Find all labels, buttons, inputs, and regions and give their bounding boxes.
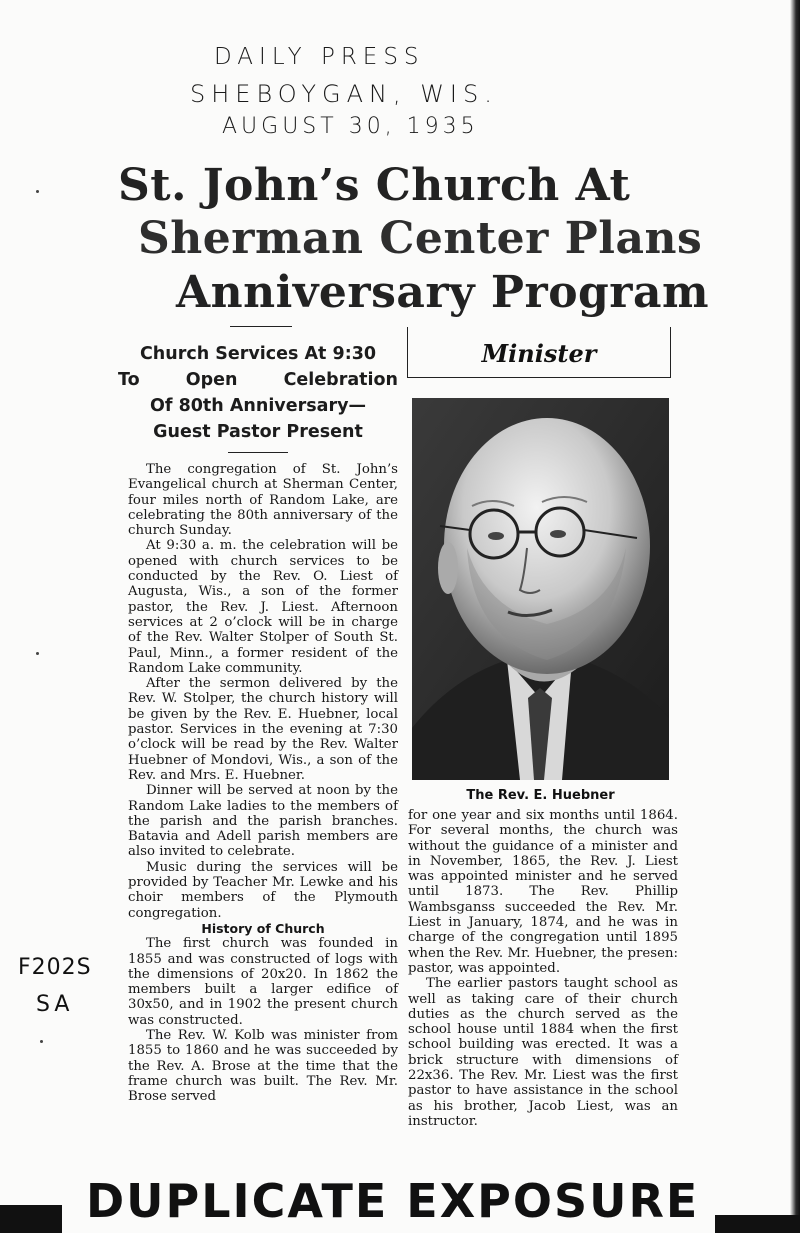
duplicate-exposure-stamp: DUPLICATE EXPOSURE	[86, 1174, 700, 1228]
scan-edge-shadow	[790, 0, 800, 1233]
subhead-word: Celebration	[283, 370, 398, 390]
portrait-image	[412, 398, 669, 780]
subheadline	[118, 341, 398, 445]
article-paragraph: The congregation of St. John’s Evangelical church at Sherman Center, four miles north of Random Lake, are celebrating the 80th anniversary of the church Sunday.	[128, 462, 398, 539]
article-paragraph: Music during the services will be provided by Teacher Mr. Lewke and his choir members of the Plymouth congregation.	[128, 859, 398, 921]
photo-label-box	[407, 327, 671, 378]
scan-speck	[36, 190, 39, 193]
scan-corner-mark	[715, 1215, 800, 1233]
article-paragraph: At 9:30 a. m. the celebration will be opened with church services to be conducted by the Rev. O. Liest of Augusta, Wis., a son of the former pastor, the Rev. J. Liest. Afternoon services at 2 o’clock will be in charge of the Rev. Walter Stolper of South St. Paul, Minn., a former resident of the Random Lake community.	[128, 538, 398, 676]
subhead-word: To	[118, 370, 140, 390]
margin-note-line-1: F202S	[18, 955, 92, 980]
photo-label: Minister	[481, 339, 597, 368]
article-column-right	[408, 808, 678, 1129]
article-paragraph: Dinner will be served at noon by the Random Lake ladies to the members of the parish and the parish branches. Batavia and Adell parish members are also invited to celebrate.	[128, 783, 398, 860]
subhead-line-2	[118, 367, 398, 393]
subhead-line-1: Church Services At 9:30	[139, 344, 377, 364]
photo-caption: The Rev. E. Huebner	[466, 788, 615, 803]
handwritten-date: AUGUST 30, 1935	[222, 114, 479, 139]
divider-rule	[228, 452, 288, 453]
article-paragraph: The Rev. W. Kolb was minister from 1855 to 1860 and he was succeeded by the Rev. A. Brose at the time that the frame church was built. The Rev. Mr. Brose served	[128, 1027, 398, 1105]
headline-line-1: St. John’s Church At	[118, 160, 631, 211]
margin-note-line-2: SA	[36, 992, 74, 1017]
subhead-word: Open	[185, 370, 238, 390]
handwritten-location: SHEBOYGAN, WIS.	[190, 80, 498, 108]
scan-speck	[36, 652, 39, 655]
headline-line-2: Sherman Center Plans	[138, 213, 703, 264]
article-paragraph: for one year and six months until 1864. For several months, the church was without the guidance of a minister and in November, 1865, the Rev. J. Liest was appointed minister and he served until 1873. The Rev. Phillip Wambsganss succeeded the Rev. Mr. Liest in January, 1874, and he was in charge of the congregation until 1895 when the Rev. Mr. Huebner, the presen: pastor, was appointed.	[408, 808, 678, 976]
article-paragraph: The first church was founded in 1855 and was constructed of logs with the dimensions of 20x20. In 1862 the members built a larger edifice of 30x50, and in 1902 the present church was constructed.	[128, 936, 398, 1028]
scan-corner-mark	[0, 1205, 62, 1233]
section-heading: History of Church	[201, 920, 325, 936]
article-paragraph: After the sermon delivered by the Rev. W. Stolper, the church history will be given by the Rev. E. Huebner, local pastor. Services in the evening at 7:30 o’clock will be read by the Rev. Walter Huebner of Mondovi, Wis., a son of the Rev. and Mrs. E. Huebner.	[128, 676, 398, 783]
portrait-photo	[412, 398, 669, 780]
subhead-line-4: Guest Pastor Present	[153, 422, 363, 442]
headline-line-3: Anniversary Program	[176, 267, 710, 318]
article-column-left	[128, 462, 398, 1104]
scan-speck	[40, 1040, 43, 1043]
divider-rule	[230, 326, 292, 327]
article-paragraph: The earlier pastors taught school as well as taking care of their church duties as the church served as the school house until 1884 when the first school building was erected. It was a brick structure with dimensions of 22x36. The Rev. Mr. Liest was the first pastor to have assistance in the school as his brother, Jacob Liest, was an instructor.	[408, 976, 678, 1129]
subhead-line-3: Of 80th Anniversary—	[150, 396, 366, 416]
handwritten-publication: DAILY PRESS	[214, 44, 425, 70]
